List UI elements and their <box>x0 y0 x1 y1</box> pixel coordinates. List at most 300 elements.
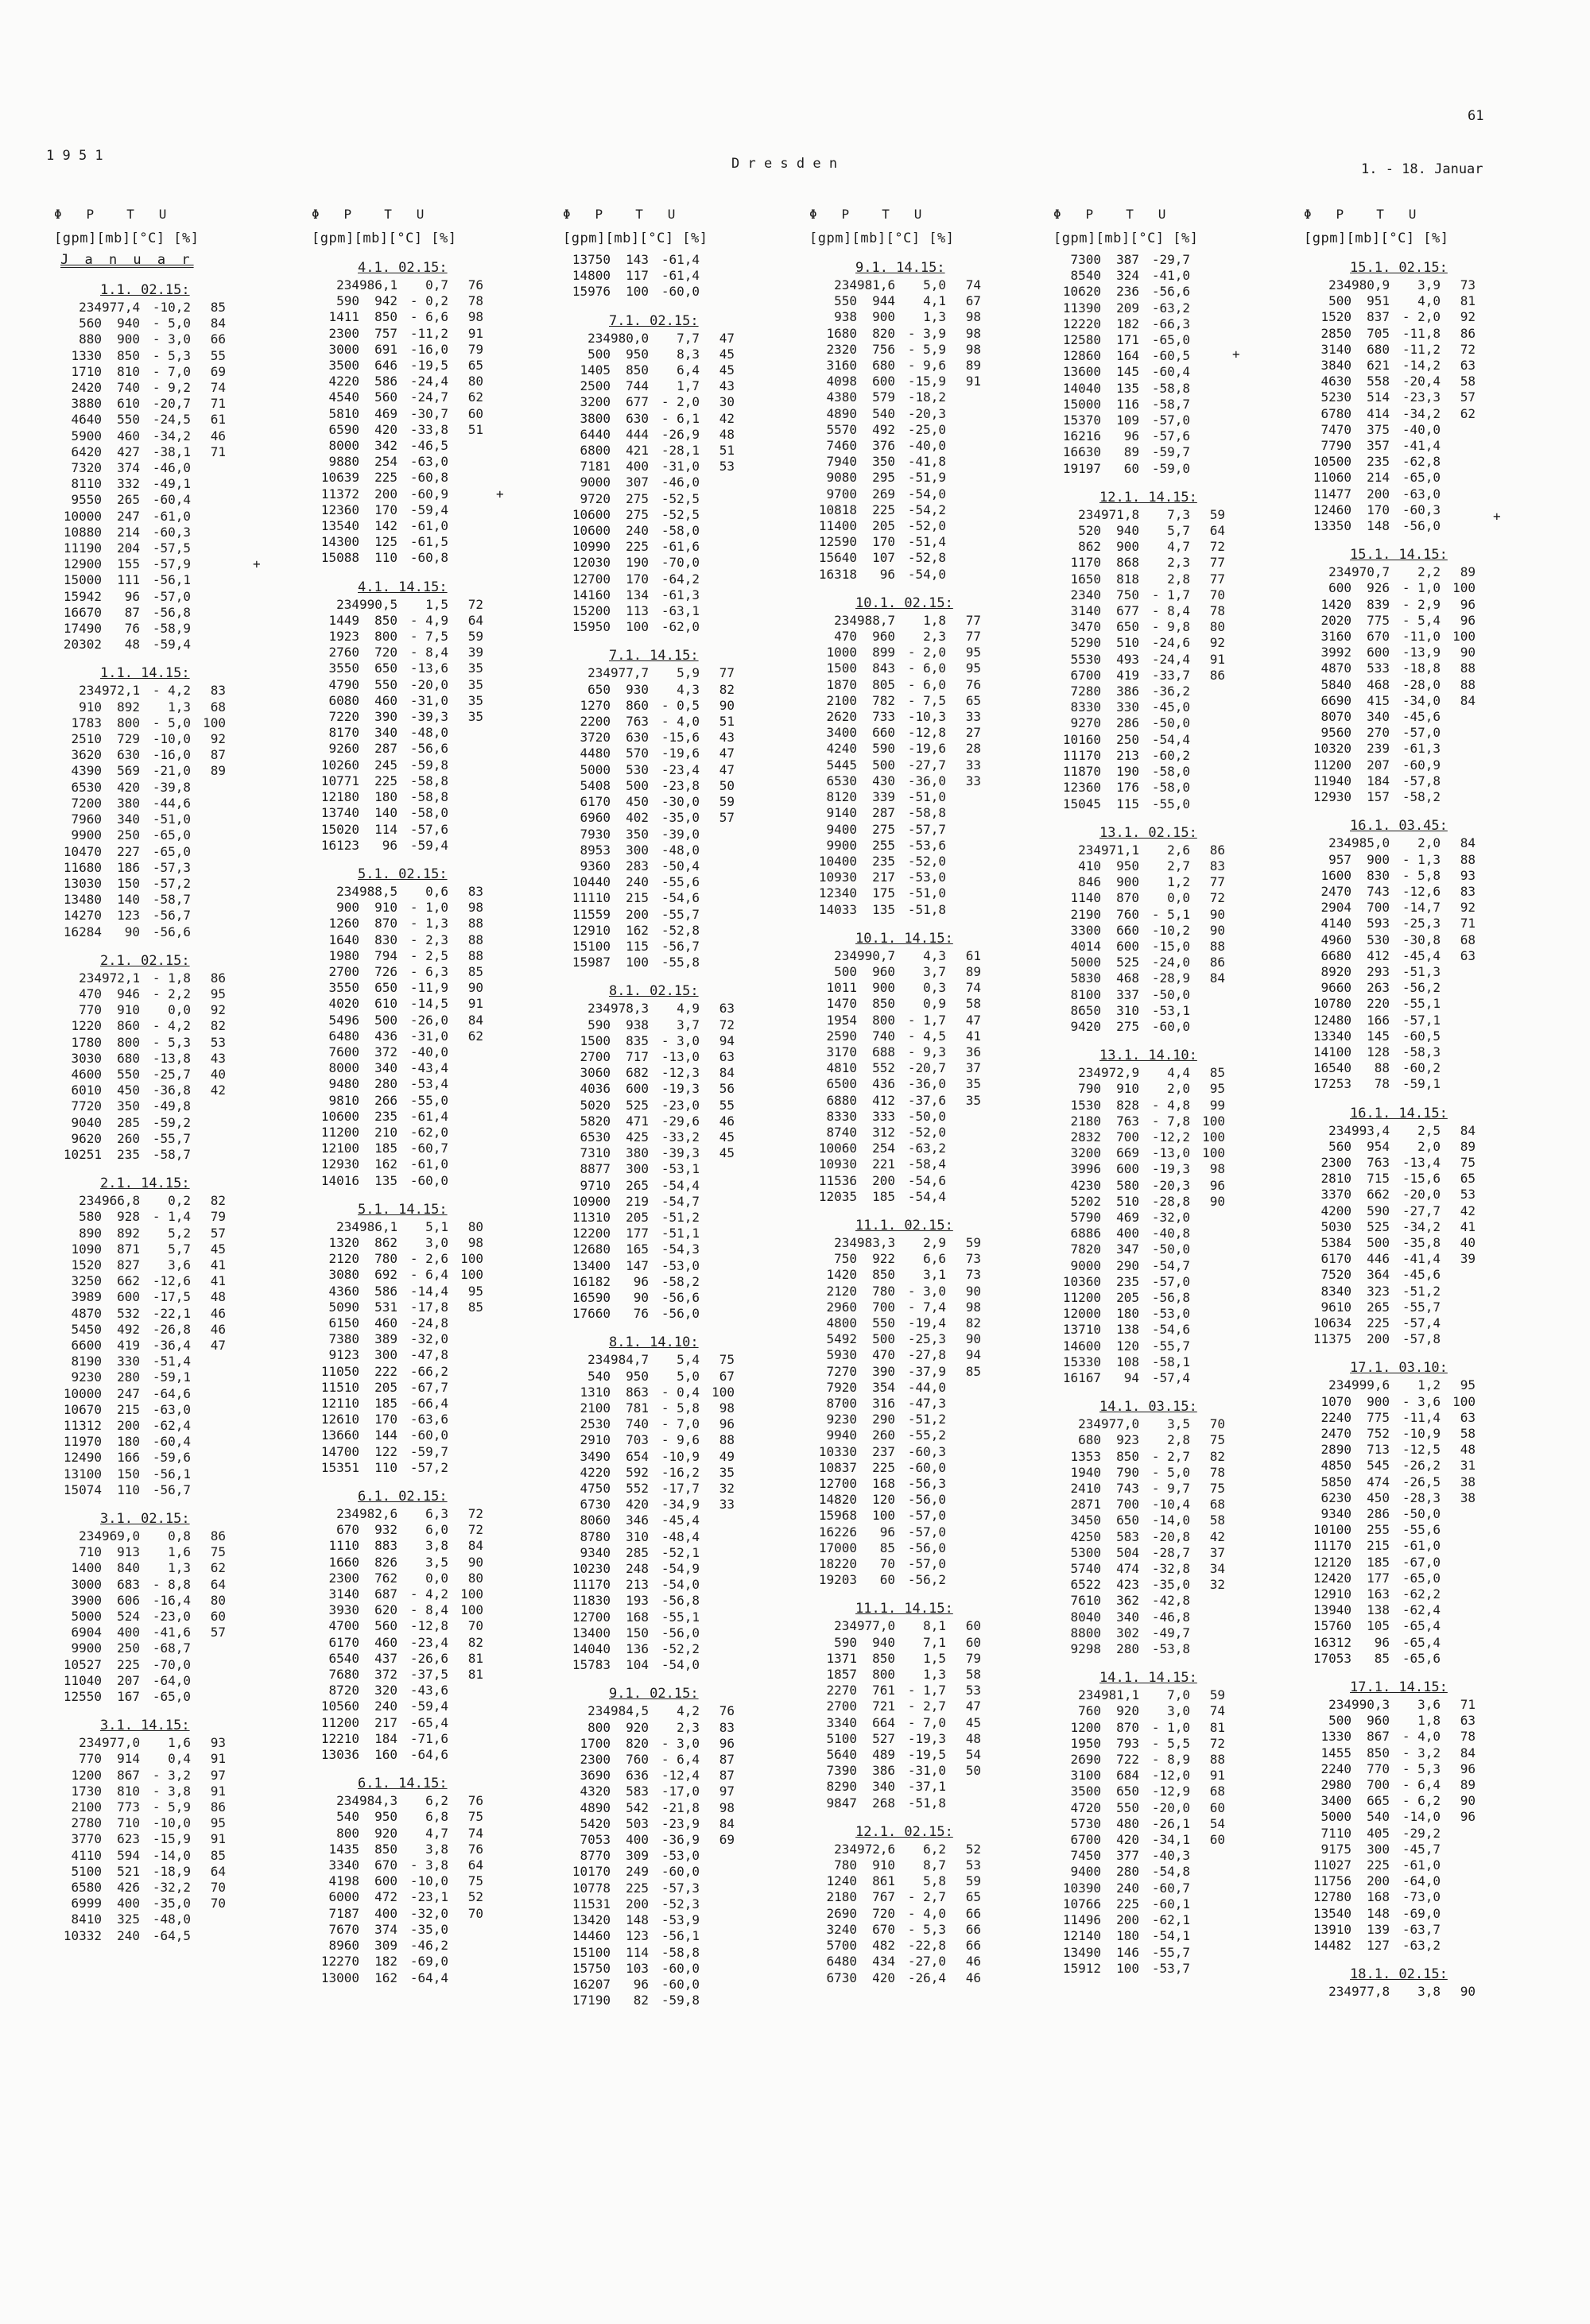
pressure-value: 450 <box>1367 1489 1390 1505</box>
geopotential-value: 2470 <box>1320 883 1352 899</box>
sounding-block <box>312 1200 550 1476</box>
data-row <box>563 252 801 268</box>
pressure-value: 214 <box>1367 470 1390 486</box>
pressure-value: 636 <box>626 1768 649 1784</box>
pressure-value: 800 <box>374 629 398 645</box>
data-row <box>1053 284 1292 300</box>
geopotential-value: 15088 <box>320 550 359 566</box>
geopotential-value: 540 <box>336 1809 359 1825</box>
geopotential-value: 13940 <box>1313 1602 1352 1618</box>
humidity-value: 72 <box>467 1506 483 1522</box>
geopotential-value: 12860 <box>1062 348 1101 364</box>
humidity-value: 88 <box>1460 660 1476 676</box>
temperature-value: -10,3 <box>907 709 946 725</box>
temperature-value: 5,2 <box>168 1225 191 1241</box>
data-row <box>563 714 801 730</box>
temperature-value: -66,3 <box>1151 316 1190 331</box>
pressure-value: 590 <box>1367 1203 1390 1218</box>
temperature-value: -53,9 <box>661 1912 700 1928</box>
data-row <box>1053 842 1292 858</box>
data-row <box>54 1289 293 1305</box>
temperature-value: -27,8 <box>907 1347 946 1363</box>
humidity-value: 43 <box>719 378 735 394</box>
geopotential-value: 6010 <box>71 1083 102 1098</box>
data-row <box>1053 1928 1292 1944</box>
pressure-value: 135 <box>1116 380 1139 396</box>
geopotential-value: 1011 <box>826 980 857 996</box>
geopotential-value: 4870 <box>71 1305 102 1321</box>
pressure-value: 926 <box>1367 580 1390 596</box>
data-row <box>809 1524 1048 1540</box>
humidity-value: 92 <box>1460 309 1476 325</box>
temperature-value: -60,0 <box>661 1960 700 1976</box>
temperature-value: -13,6 <box>409 660 448 676</box>
temperature-value: -55,8 <box>661 955 700 970</box>
temperature-value: - 9,6 <box>661 1432 700 1448</box>
geopotential-value: 3200 <box>580 394 611 410</box>
humidity-value: 54 <box>965 1747 981 1763</box>
pressure-value: 374 <box>117 460 140 476</box>
geopotential-value: 12910 <box>572 922 611 938</box>
data-row <box>312 1698 550 1714</box>
geopotential-value: 8960 <box>328 1938 359 1954</box>
data-row <box>809 1044 1048 1060</box>
temperature-value: - 2,7 <box>1151 1448 1190 1464</box>
temperature-value: -34,2 <box>1402 405 1441 421</box>
data-row <box>563 571 801 587</box>
data-row <box>1304 1635 1542 1651</box>
geopotential-value: 11559 <box>572 906 611 922</box>
geopotential-value: 5840 <box>1320 676 1352 692</box>
geopotential-value: 7187 <box>328 1905 359 1921</box>
temperature-value: -33,8 <box>409 421 448 437</box>
pressure-value: 402 <box>626 810 649 826</box>
geopotential-value: 957 <box>1328 851 1352 867</box>
temperature-value: -64,6 <box>152 1385 191 1401</box>
pressure-value: 166 <box>1367 1012 1390 1028</box>
pressure-value: 70 <box>879 1556 895 1572</box>
temperature-value: -60,2 <box>1402 1060 1441 1076</box>
pressure-value: 524 <box>117 1609 140 1625</box>
temperature-value: -20,7 <box>152 396 191 412</box>
humidity-value: 91 <box>210 1831 226 1847</box>
geopotential-value: 1530 <box>1070 1097 1101 1113</box>
pressure-value: 166 <box>117 1450 140 1466</box>
geopotential-value: 3000 <box>71 1576 102 1592</box>
pressure-value: 740 <box>117 380 140 396</box>
temperature-value: -20,0 <box>1151 1799 1190 1815</box>
temperature-value: -26,8 <box>152 1321 191 1337</box>
temperature-value: -32,8 <box>1151 1561 1190 1577</box>
temperature-value: -54,1 <box>1151 1928 1190 1944</box>
geopotential-value: 9880 <box>328 454 359 470</box>
data-row <box>1053 1465 1292 1481</box>
data-row <box>563 1098 801 1114</box>
pressure-value: 225 <box>374 773 398 788</box>
data-row <box>1304 1139 1542 1155</box>
temperature-value: - 5,0 <box>1151 1464 1190 1480</box>
pressure-value: 740 <box>872 1028 895 1044</box>
geopotential-value: 15783 <box>572 1657 611 1673</box>
temperature-value: -25,3 <box>1402 916 1441 932</box>
pressure-value: 954 <box>1367 1138 1390 1154</box>
humidity-value: 87 <box>719 1768 735 1784</box>
data-row <box>312 964 550 980</box>
data-row <box>1304 406 1542 422</box>
pressure-value: 400 <box>1116 1226 1139 1241</box>
geopotential-value: 5492 <box>826 1331 857 1347</box>
data-row <box>1053 1290 1292 1306</box>
humidity-value: 28 <box>965 741 981 757</box>
humidity-value: 94 <box>965 1347 981 1363</box>
pressure-value: 862 <box>374 1234 398 1250</box>
pressure-value: 593 <box>1367 916 1390 932</box>
sounding-title: 1.1. 14.15: <box>100 665 190 682</box>
temperature-value: 3,7 <box>677 1017 700 1032</box>
geopotential-value: 4360 <box>328 1283 359 1299</box>
pressure-value: 115 <box>626 938 649 954</box>
temperature-value: -70,0 <box>661 555 700 571</box>
temperature-value: -28,7 <box>1151 1544 1190 1560</box>
temperature-value: -60,5 <box>1151 348 1190 364</box>
pressure-value: 521 <box>117 1863 140 1879</box>
pressure-value: 780 <box>374 1251 398 1267</box>
data-row <box>1053 1881 1292 1896</box>
data-row <box>54 1880 293 1896</box>
data-row <box>809 709 1048 725</box>
geopotential-value: 12700 <box>818 1476 857 1492</box>
data-row <box>312 1954 550 1970</box>
geopotential-value: 1870 <box>826 676 857 692</box>
geopotential-value: 15912 <box>1062 1960 1101 1976</box>
geopotential-value: 7680 <box>328 1667 359 1683</box>
geopotential-value: 9040 <box>71 1114 102 1130</box>
data-row <box>563 411 801 427</box>
pressure-value: 342 <box>374 438 398 454</box>
pressure-value: 280 <box>1116 1864 1139 1880</box>
pressure-value: 300 <box>1367 1841 1390 1857</box>
pressure-value: 280 <box>117 1369 140 1385</box>
geopotential-value: 15370 <box>1062 413 1101 428</box>
humidity-value: 77 <box>1209 555 1225 571</box>
temperature-value: -35,0 <box>152 1896 191 1911</box>
pressure-value: 340 <box>872 1779 895 1795</box>
data-row <box>312 1444 550 1460</box>
temperature-value: - 6,4 <box>661 1752 700 1768</box>
temperature-value: -66,2 <box>409 1363 448 1379</box>
temperature-value: -44,6 <box>152 795 191 811</box>
humidity-value: 84 <box>1209 970 1225 986</box>
temperature-value: -58,7 <box>152 892 191 908</box>
humidity-value: 88 <box>1209 938 1225 954</box>
data-row <box>1053 684 1292 699</box>
data-row <box>312 422 550 438</box>
temperature-value: 6,3 <box>425 1506 448 1522</box>
temperature-value: 3,5 <box>1167 1416 1190 1432</box>
geopotential-value: 11830 <box>572 1593 611 1609</box>
geopotential-value: 10930 <box>818 870 857 885</box>
geopotential-value: 9123 <box>328 1347 359 1363</box>
geopotential-value: 1000 <box>826 645 857 660</box>
pressure-value: 340 <box>117 811 140 827</box>
pressure-value: 269 <box>872 486 895 502</box>
data-row <box>1053 1338 1292 1354</box>
pressure-value: 729 <box>117 731 140 747</box>
data-row <box>563 1481 801 1497</box>
pressure-value: 680 <box>872 358 895 374</box>
temperature-value: 2,3 <box>1167 555 1190 571</box>
temperature-value: -56,6 <box>152 924 191 939</box>
temperature-value: -65,4 <box>1402 1618 1441 1634</box>
data-row <box>1053 1945 1292 1961</box>
geopotential-value: 1980 <box>328 947 359 963</box>
pressure-value: 550 <box>117 412 140 428</box>
data-row <box>1053 1687 1292 1703</box>
sounding-block <box>1053 823 1292 1035</box>
column-symbols: Φ P T U <box>1304 207 1417 222</box>
temperature-value: -30,7 <box>409 405 448 421</box>
data-row <box>1053 1370 1292 1386</box>
temperature-value: - 3,0 <box>661 1032 700 1048</box>
geopotential-value: 10320 <box>1313 741 1352 757</box>
pressure-value: 162 <box>626 922 649 938</box>
humidity-value: 53 <box>965 1683 981 1698</box>
geopotential-value: 11372 <box>320 486 359 502</box>
geopotential-value: 234 <box>79 683 102 699</box>
temperature-value: -51,3 <box>1402 963 1441 979</box>
temperature-value: -15,6 <box>1402 1171 1441 1187</box>
data-row <box>312 342 550 358</box>
geopotential-value: 9298 <box>1070 1641 1101 1657</box>
data-row <box>1304 1235 1542 1251</box>
data-row <box>809 1635 1048 1651</box>
pressure-value: 981,1 <box>1101 1687 1140 1703</box>
temperature-value: -45,6 <box>1402 709 1441 725</box>
data-row <box>1304 1251 1542 1267</box>
geopotential-value: 17190 <box>572 1993 611 2008</box>
temperature-value: -51,2 <box>661 1209 700 1225</box>
humidity-value: 86 <box>1209 842 1225 858</box>
pressure-value: 944 <box>872 293 895 309</box>
pressure-value: 700 <box>1116 1497 1139 1513</box>
pressure-value: 419 <box>1116 667 1139 683</box>
geopotential-value: 4810 <box>826 1060 857 1076</box>
humidity-value: 47 <box>965 1698 981 1714</box>
pressure-value: 972,1 <box>102 970 141 986</box>
temperature-value: - 3,0 <box>907 1283 946 1299</box>
geopotential-value: 12270 <box>320 1954 359 1970</box>
pressure-value: 227 <box>117 843 140 859</box>
humidity-value: 51 <box>719 443 735 459</box>
humidity-value: 45 <box>965 1714 981 1730</box>
temperature-value: - 0,4 <box>661 1384 700 1400</box>
humidity-value: 97 <box>719 1784 735 1799</box>
temperature-value: 4,7 <box>425 1825 448 1841</box>
pressure-value: 960 <box>872 963 895 979</box>
temperature-value: 4,9 <box>677 1001 700 1017</box>
pressure-value: 550 <box>374 676 398 692</box>
sounding-title: J a n u a r <box>60 252 194 268</box>
geopotential-value: 14300 <box>320 534 359 550</box>
pressure-value: 993,4 <box>1352 1122 1390 1138</box>
sounding-title: 7.1. 14.15: <box>609 648 699 664</box>
humidity-value: 95 <box>210 1815 226 1831</box>
data-row <box>809 1060 1048 1076</box>
pressure-value: 984,7 <box>611 1352 650 1368</box>
humidity-value: 100 <box>1452 629 1476 645</box>
temperature-value: -53,1 <box>1151 1002 1190 1018</box>
pressure-value: 474 <box>1116 1561 1139 1577</box>
pressure-value: 533 <box>1367 660 1390 676</box>
humidity-value: 90 <box>1209 906 1225 922</box>
humidity-value: 67 <box>719 1368 735 1384</box>
geopotential-value: 10930 <box>818 1156 857 1172</box>
temperature-value: -48,0 <box>661 842 700 858</box>
pressure-value: 185 <box>374 1396 398 1411</box>
data-row <box>54 621 293 637</box>
data-row <box>1053 1432 1292 1448</box>
pressure-value: 687 <box>374 1586 398 1602</box>
geopotential-value: 5930 <box>826 1347 857 1363</box>
temperature-value: -60,0 <box>661 1976 700 1992</box>
pressure-value: 225 <box>1367 1315 1390 1330</box>
pressure-value: 165 <box>626 1241 649 1257</box>
pressure-value: 170 <box>626 571 649 587</box>
temperature-value: 3,9 <box>1417 277 1441 292</box>
pressure-value: 990,3 <box>1352 1697 1390 1713</box>
pressure-value: 100 <box>872 1508 895 1524</box>
pressure-value: 400 <box>626 1832 649 1848</box>
pressure-value: 966,8 <box>102 1193 141 1209</box>
temperature-value: -56,0 <box>1402 518 1441 534</box>
pressure-value: 726 <box>374 963 398 979</box>
geopotential-value: 15968 <box>818 1508 857 1524</box>
data-row <box>563 1577 801 1593</box>
data-column <box>54 207 293 1944</box>
temperature-value: -14,0 <box>1151 1513 1190 1528</box>
data-row <box>1053 555 1292 571</box>
humidity-value: 85 <box>210 300 226 315</box>
temperature-value: -58,0 <box>409 805 448 821</box>
humidity-value: 90 <box>1209 1193 1225 1209</box>
pressure-value: 677 <box>626 394 649 410</box>
humidity-value: 73 <box>1460 277 1476 292</box>
pressure-value: 113 <box>626 603 649 619</box>
geopotential-value: 8190 <box>71 1354 102 1369</box>
temperature-value: - 7,5 <box>907 692 946 708</box>
temperature-value: -58,8 <box>907 805 946 821</box>
temperature-value: -55,7 <box>1402 1299 1441 1315</box>
geopotential-value: 3490 <box>580 1448 611 1464</box>
pressure-value: 471 <box>626 1113 649 1129</box>
pressure-value: 190 <box>626 555 649 571</box>
geopotential-value: 12000 <box>1062 1306 1101 1322</box>
humidity-value: 58 <box>1460 374 1476 389</box>
sounding-title: 10.1. 02.15: <box>855 595 953 611</box>
data-column <box>563 207 801 2008</box>
temperature-value: -58,2 <box>661 1273 700 1289</box>
temperature-value: 2,0 <box>1417 835 1441 851</box>
geopotential-value: 10639 <box>320 470 359 486</box>
geopotential-value: 234 <box>1078 842 1101 858</box>
temperature-value: - 8,4 <box>1151 603 1190 619</box>
geopotential-value: 11680 <box>63 859 102 875</box>
pressure-value: 977,0 <box>857 1618 896 1634</box>
pressure-value: 703 <box>626 1432 649 1448</box>
humidity-value: 57 <box>210 1225 226 1241</box>
temperature-value: - 6,3 <box>409 963 448 979</box>
data-row <box>563 1816 801 1832</box>
data-row <box>563 1306 801 1322</box>
temperature-value: -61,4 <box>409 1108 448 1124</box>
temperature-value: -56,7 <box>152 1482 191 1497</box>
sounding-block <box>54 250 293 269</box>
pressure-value: 325 <box>117 1911 140 1927</box>
temperature-value: -49,1 <box>152 476 191 492</box>
temperature-value: - 4,0 <box>907 1905 946 1921</box>
temperature-value: - 5,3 <box>152 1034 191 1050</box>
geopotential-value: 10778 <box>572 1880 611 1896</box>
sounding-block <box>563 646 801 970</box>
pressure-value: 290 <box>1116 1257 1139 1273</box>
pressure-value: 205 <box>872 518 895 534</box>
temperature-value: -60,8 <box>409 470 448 486</box>
data-row <box>1304 1842 1542 1857</box>
geopotential-value: 1449 <box>328 612 359 628</box>
data-row <box>809 1300 1048 1315</box>
temperature-value: -57,0 <box>1151 413 1190 428</box>
geopotential-value: 12700 <box>572 1609 611 1625</box>
temperature-value: -24,5 <box>152 412 191 428</box>
temperature-value: -55,6 <box>661 874 700 890</box>
pressure-value: 427 <box>117 443 140 459</box>
temperature-value: - 5,3 <box>907 1921 946 1937</box>
data-row <box>563 1752 801 1768</box>
pressure-value: 386 <box>872 1763 895 1779</box>
column-units: [gpm][mb][°C] [%] <box>54 230 200 246</box>
geopotential-value: 1240 <box>826 1873 857 1889</box>
geopotential-value: 2690 <box>826 1905 857 1921</box>
geopotential-value: 6700 <box>1070 1832 1101 1848</box>
geopotential-value: 1110 <box>328 1538 359 1554</box>
pressure-value: 977,0 <box>1101 1416 1140 1432</box>
pressure-value: 142 <box>374 518 398 534</box>
pressure-value: 861 <box>872 1873 895 1889</box>
temperature-value: - 1,7 <box>1151 587 1190 602</box>
humidity-value: 63 <box>719 1001 735 1017</box>
geopotential-value: 2760 <box>328 645 359 660</box>
pressure-value: 683 <box>117 1576 140 1592</box>
data-row <box>312 1618 550 1634</box>
data-row <box>1053 1497 1292 1513</box>
temperature-value: -62,0 <box>661 619 700 635</box>
temperature-value: -60,0 <box>409 1427 448 1443</box>
data-row <box>1053 523 1292 539</box>
sounding-block <box>312 1487 550 1763</box>
data-row <box>563 665 801 681</box>
humidity-value: 62 <box>467 1028 483 1044</box>
geopotential-value: 234 <box>336 1218 359 1234</box>
geopotential-value: 234 <box>834 277 857 292</box>
temperature-value: 1,2 <box>1417 1377 1441 1393</box>
geopotential-value: 17000 <box>818 1540 857 1555</box>
temperature-value: -14,5 <box>409 996 448 1012</box>
humidity-value: 87 <box>719 1752 735 1768</box>
pressure-value: 850 <box>872 1650 895 1666</box>
pressure-value: 470 <box>872 1347 895 1363</box>
pressure-value: 423 <box>1116 1577 1139 1593</box>
humidity-value: 42 <box>1460 1203 1476 1218</box>
